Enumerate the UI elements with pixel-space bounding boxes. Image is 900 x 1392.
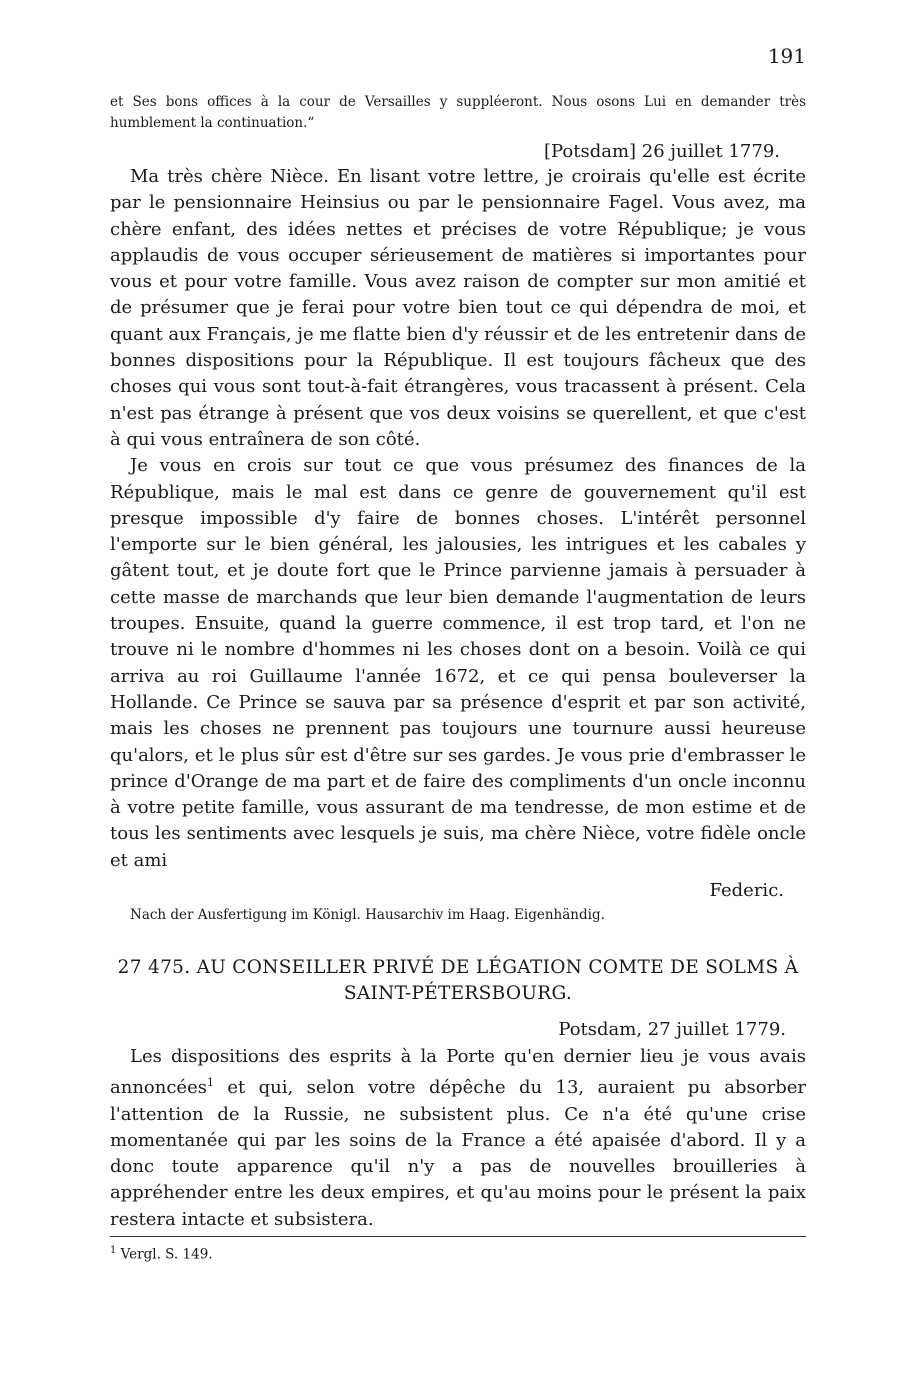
letter2-text-after-note: et qui, selon votre dépêche du 13, auraient pu absorber l'attention de la Russie, ne subsistent plus. Ce n'a été qu'une crise momentanée qui par les soins de la France a été apaisée d'abord. Il y a donc toute apparence qu'il n'y a pas de nouvelles brouilleries à appréhender entre les deux empires, et qu'au moins pour le présent la paix restera intacte et subsistera. — [110, 1077, 806, 1230]
page-number: 191 — [767, 44, 806, 68]
footnote-text: Vergl. S. 149. — [120, 1246, 213, 1263]
letter2-dateline: Potsdam, 27 juillet 1779. — [558, 1019, 786, 1040]
footnote-marker: 1 — [110, 1245, 117, 1256]
letter1-signature: Federic. — [709, 880, 784, 901]
letter2-body — [110, 1044, 806, 1233]
letter1-dateline: [Potsdam] 26 juillet 1779. — [544, 141, 780, 162]
preceding-letter-tail — [110, 92, 806, 134]
letter2-text-before-note: Les dispositions des esprits à la Porte qu'en dernier lieu je vous avais annoncées — [110, 1046, 806, 1099]
footnote-reference[interactable]: 1 — [206, 1076, 214, 1090]
letter1-paragraph-1: Ma très chère Nièce. En lisant votre lettre, je croirais qu'elle est écrite par le pensionnaire Heinsius ou par le pensionnaire Fagel. Vous avez, ma chère enfant, des idées nettes et précises de votre République; je vous applaudis de vous occuper sérieusement de matières si importantes pour vous et pour votre famille. Vous avez raison de compter sur mon amitié et de présumer que je ferai pour votre bien tout ce qui dépendra de moi, et quant aux Français, je me flatte bien d'y réussir et de les entretenir dans de bonnes dispositions pour la République. Il est toujours fâcheux que des choses qui vous sont tout-à-fait étrangères, vous tracassent à présent. Cela n'est pas étrange à présent que vos deux voisins se querellent, et que c'est à qui vous entraînera de son côté. — [110, 166, 806, 450]
letter1-source-note: Nach der Ausfertigung im Königl. Hausarchiv im Haag. Eigenhändig. — [130, 907, 605, 923]
footnote — [110, 1240, 806, 1266]
letter1-body — [110, 164, 806, 874]
letter1-paragraph-2: Je vous en crois sur tout ce que vous présumez des finances de la République, mais le mal est dans ce genre de gouvernement qu'il est presque impossible d'y faire de bonnes choses. L'intérêt personnel l'emporte sur le bien général, les jalousies, les intrigues et les cabales y gâtent tout, et je doute fort que le Prince parvienne jamais à persuader à cette masse de marchands que leur bien demande l'augmentation de leurs troupes. Ensuite, quand la guerre commence, il est trop tard, et l'on ne trouve ni le nombre d'hommes ni les choses dont on a besoin. Voilà ce qui arriva au roi Guillaume l'année 1672, et ce qui pensa bouleverser la Hollande. Ce Prince se sauva par sa présence d'esprit et par son activité, mais les choses ne prennent pas toujours une tournure aussi heureuse qu'alors, et le plus sûr est d'être sur ses gardes. Je vous prie d'embrasser le prince d'Orange de ma part et de faire des compliments d'un oncle inconnu à votre petite famille, vous assurant de ma tendresse, de mon estime et de tous les sentiments avec lesquels je suis, ma chère Nièce, votre fidèle oncle et ami — [110, 455, 806, 871]
letter2-heading: 27 475. AU CONSEILLER PRIVÉ DE LÉGATION COMTE DE SOLMS À SAINT-PÉTERSBOURG. — [117, 957, 799, 1004]
letter2-paragraph — [110, 1044, 806, 1233]
footnote-divider — [110, 1236, 806, 1237]
preceding-letter-text: et Ses bons offices à la cour de Versailles y suppléeront. Nous osons Lui en demander très humblement la continuation.“ — [110, 94, 806, 131]
